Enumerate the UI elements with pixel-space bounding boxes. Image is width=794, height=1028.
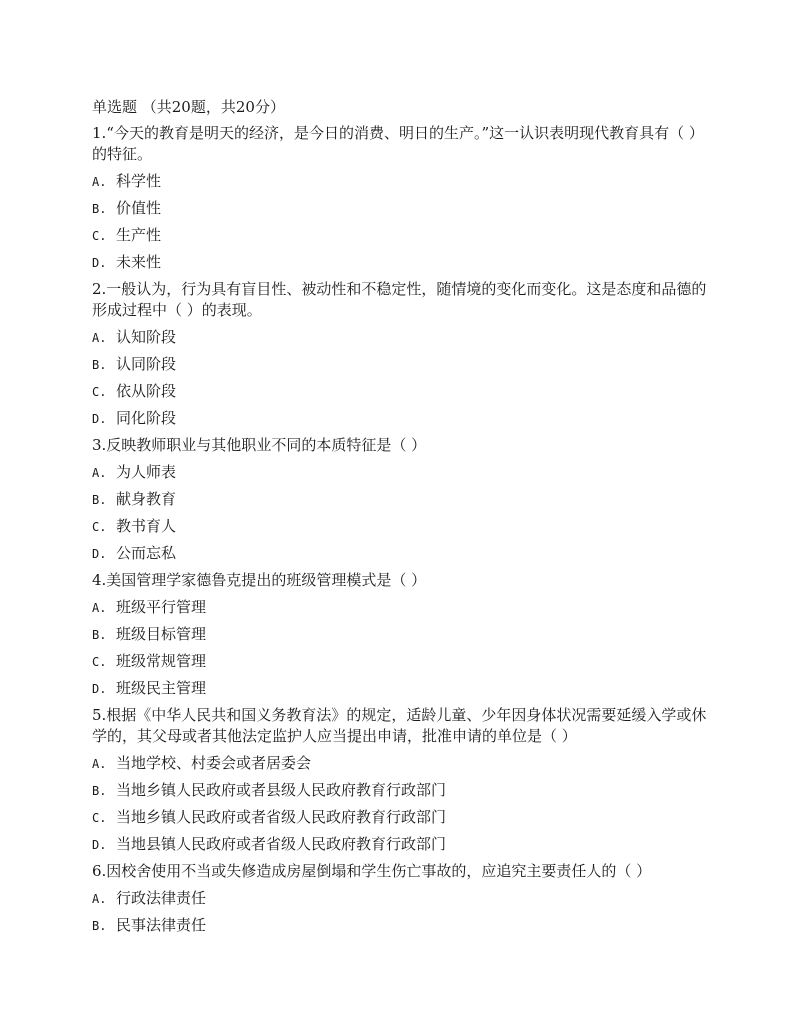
option-letter: D. <box>92 682 107 696</box>
question-3 <box>92 435 712 564</box>
option-text: 班级平行管理 <box>116 598 207 616</box>
option-text: 民事法律责任 <box>116 916 207 934</box>
option-c <box>92 807 712 828</box>
option-d <box>92 834 712 855</box>
option-text: 依从阶段 <box>116 382 177 400</box>
question-1 <box>92 123 712 273</box>
option-a <box>92 597 712 618</box>
option-b <box>92 624 712 645</box>
option-text: 同化阶段 <box>116 409 177 427</box>
option-d <box>92 252 712 273</box>
option-a <box>92 327 712 348</box>
option-text: 班级目标管理 <box>116 625 207 643</box>
option-a <box>92 462 712 483</box>
question-6 <box>92 861 712 936</box>
option-letter: C. <box>92 655 107 669</box>
option-text: 未来性 <box>116 253 162 271</box>
option-b <box>92 198 712 219</box>
question-stem: 4.美国管理学家德鲁克提出的班级管理模式是（ ） <box>92 571 427 589</box>
option-letter: A. <box>92 175 107 189</box>
option-text: 当地乡镇人民政府或者县级人民政府教育行政部门 <box>116 781 447 799</box>
option-c <box>92 381 712 402</box>
option-text: 生产性 <box>116 226 162 244</box>
option-b <box>92 780 712 801</box>
option-letter: B. <box>92 919 107 933</box>
question-5 <box>92 705 712 855</box>
option-b <box>92 354 712 375</box>
option-text: 为人师表 <box>116 463 177 481</box>
question-stem: 3.反映教师职业与其他职业不同的本质特征是（ ） <box>92 436 427 454</box>
option-text: 认知阶段 <box>116 328 177 346</box>
option-text: 当地学校、村委会或者居委会 <box>116 754 312 772</box>
option-text: 班级民主管理 <box>116 679 207 697</box>
option-letter: D. <box>92 838 107 852</box>
option-a <box>92 888 712 909</box>
question-4 <box>92 570 712 699</box>
option-letter: A. <box>92 466 107 480</box>
option-text: 公而忘私 <box>116 544 177 562</box>
question-stem: 5.根据《中华人民共和国义务教育法》的规定，适龄儿童、少年因身体状况需要延缓入学或休 学的，其父母或者其他法定监护人应当提出申请，批准申请的单位是（ ） <box>92 706 707 745</box>
section-title: 单选题 （共20题，共20分） <box>92 98 285 116</box>
option-b <box>92 489 712 510</box>
question-stem: 1.“今天的教育是明天的经济，是今日的消费、明日的生产。”这一认识表明现代教育具有（ ）的特征。 <box>92 124 704 163</box>
option-letter: A. <box>92 757 107 771</box>
option-letter: B. <box>92 493 107 507</box>
option-text: 价值性 <box>116 199 162 217</box>
option-text: 当地乡镇人民政府或者省级人民政府教育行政部门 <box>116 808 447 826</box>
option-b <box>92 915 712 936</box>
document-page <box>92 96 712 942</box>
option-letter: C. <box>92 385 107 399</box>
option-letter: C. <box>92 520 107 534</box>
option-letter: D. <box>92 412 107 426</box>
option-text: 教书育人 <box>116 517 177 535</box>
question-2 <box>92 279 712 429</box>
option-d <box>92 408 712 429</box>
option-letter: B. <box>92 784 107 798</box>
option-text: 科学性 <box>116 172 162 190</box>
option-letter: B. <box>92 202 107 216</box>
option-letter: A. <box>92 892 107 906</box>
option-letter: D. <box>92 547 107 561</box>
option-c <box>92 225 712 246</box>
option-letter: D. <box>92 256 107 270</box>
option-d <box>92 678 712 699</box>
option-letter: A. <box>92 601 107 615</box>
option-text: 班级常规管理 <box>116 652 207 670</box>
option-a <box>92 753 712 774</box>
option-letter: B. <box>92 628 107 642</box>
option-c <box>92 516 712 537</box>
option-text: 当地县镇人民政府或者省级人民政府教育行政部门 <box>116 835 447 853</box>
option-letter: A. <box>92 331 107 345</box>
option-text: 行政法律责任 <box>116 889 207 907</box>
option-text: 献身教育 <box>116 490 177 508</box>
option-letter: B. <box>92 358 107 372</box>
question-stem: 2.一般认为，行为具有盲目性、被动性和不稳定性，随情境的变化而变化。这是态度和品德的形成过程中（ ）的表现。 <box>92 280 707 319</box>
option-c <box>92 651 712 672</box>
option-d <box>92 543 712 564</box>
option-a <box>92 171 712 192</box>
option-letter: C. <box>92 811 107 825</box>
option-text: 认同阶段 <box>116 355 177 373</box>
option-letter: C. <box>92 229 107 243</box>
question-stem: 6.因校舍使用不当或失修造成房屋倒塌和学生伤亡事故的，应追究主要责任人的（ ） <box>92 862 652 880</box>
